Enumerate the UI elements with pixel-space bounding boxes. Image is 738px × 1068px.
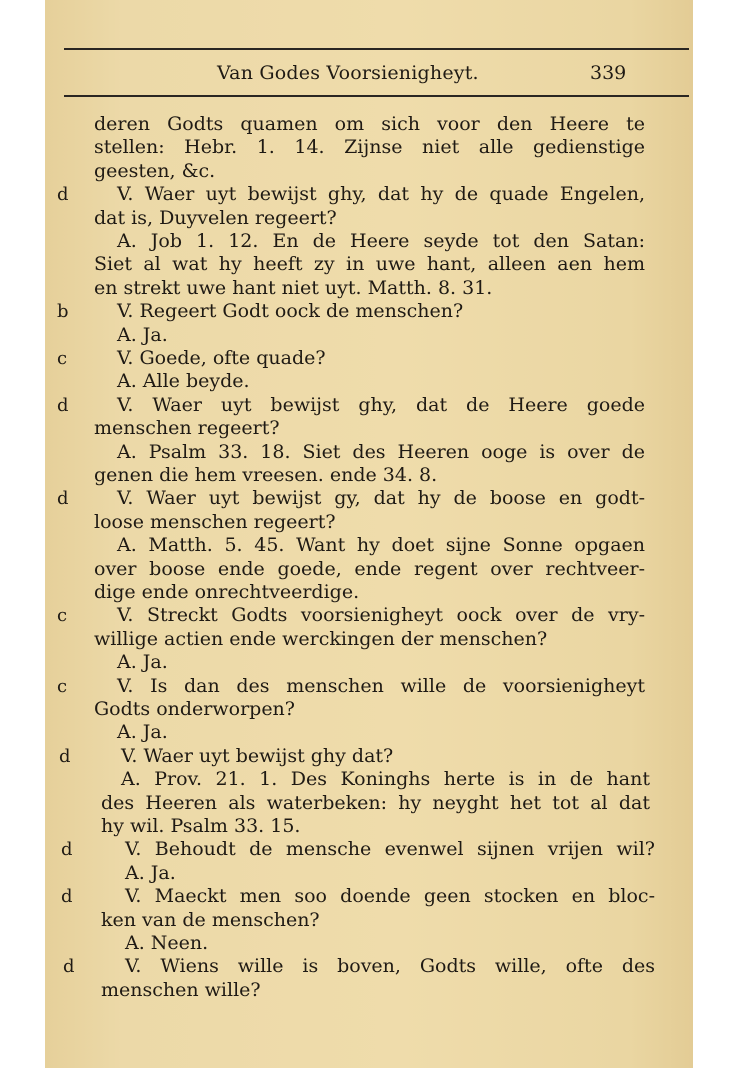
text-line: des Heeren als waterbeken: hy neyght het tot al dat bbox=[101, 791, 650, 814]
text-line: A. Ja. bbox=[117, 721, 168, 744]
text-line: dige ende onrechtveerdige. bbox=[94, 581, 360, 603]
text-line: A. Ja. bbox=[125, 861, 176, 884]
margin-marker: c bbox=[57, 348, 68, 369]
text-line: V. Waer uyt bewijst gy, dat hy de boose en godt- bbox=[117, 487, 645, 510]
header-bottom-rule bbox=[64, 95, 689, 97]
text-line: deren Godts quamen om sich voor den Heere te bbox=[94, 113, 645, 135]
text-line: A. Ja. bbox=[117, 323, 168, 346]
text-line: V. Regeert Godt oock de menschen? bbox=[117, 300, 464, 323]
text-line: over boose ende goede, ende regent over rechtveer- bbox=[94, 557, 645, 580]
text-line: A. Matth. 5. 45. Want hy doet sijne Sonne opgaen bbox=[117, 534, 645, 557]
text-line: ken van de menschen? bbox=[101, 908, 320, 931]
text-line: A. Prov. 21. 1. Des Koninghs herte is in de hant bbox=[121, 768, 650, 791]
text-line: menschen wille? bbox=[101, 978, 261, 1001]
text-line: loose menschen regeert? bbox=[94, 510, 336, 533]
text-line: geesten, &c. bbox=[94, 159, 216, 182]
text-line: V. Goede, ofte quade? bbox=[117, 347, 326, 369]
text-line: A. Ja. bbox=[117, 651, 168, 674]
book-page bbox=[45, 0, 693, 1068]
header-top-rule bbox=[64, 48, 689, 50]
text-line: dat is, Duyvelen regeert? bbox=[94, 206, 337, 229]
text-line: V. Waer uyt bewijst ghy dat? bbox=[121, 744, 394, 767]
text-line: A. Job 1. 12. En de Heere seyde tot den Satan: bbox=[117, 230, 645, 252]
margin-marker: d bbox=[63, 956, 75, 978]
text-line: Siet al wat hy heeft zy in uwe hant, alleen aen hem bbox=[94, 253, 645, 276]
margin-marker: c bbox=[57, 605, 68, 627]
text-line: hy wil. Psalm 33. 15. bbox=[101, 815, 301, 837]
text-line: V. Wiens wille is boven, Godts wille, ofte des bbox=[125, 955, 655, 978]
margin-marker: d bbox=[57, 184, 69, 206]
text-line: Godts onderworpen? bbox=[94, 698, 295, 720]
text-line: en strekt uwe hant niet uyt. Matth. 8. 31. bbox=[94, 276, 493, 299]
text-line: genen die hem vreesen. ende 34. 8. bbox=[94, 464, 438, 486]
margin-marker: d bbox=[61, 886, 73, 908]
text-line: A. Neen. bbox=[125, 932, 209, 954]
text-line: V. Waer uyt bewijst ghy, dat de Heere goede bbox=[117, 393, 645, 416]
text-line: V. Is dan des menschen wille de voorsienigheyt bbox=[117, 674, 645, 697]
margin-marker: b bbox=[57, 301, 69, 323]
text-line: stellen: Hebr. 1. 14. Zijnse niet alle gedienstige bbox=[94, 136, 645, 159]
text-line: A. Psalm 33. 18. Siet des Heeren ooge is over de bbox=[117, 440, 645, 463]
text-line: V. Streckt Godts voorsienigheyt oock over de vry- bbox=[117, 604, 645, 627]
margin-marker: c bbox=[57, 675, 68, 697]
text-line: V. Behoudt de mensche evenwel sijnen vrijen wil? bbox=[125, 838, 655, 861]
margin-marker: d bbox=[61, 839, 73, 861]
text-line: A. Alle beyde. bbox=[117, 370, 250, 393]
text-line: willige actien ende werckingen der menschen? bbox=[94, 627, 548, 650]
margin-marker: d bbox=[57, 488, 69, 510]
running-header-title: Van Godes Voorsienigheyt. bbox=[217, 62, 479, 84]
page-number: 339 bbox=[590, 62, 627, 84]
margin-marker: d bbox=[59, 745, 71, 767]
text-line: V. Waer uyt bewijst ghy, dat hy de quade Engelen, bbox=[117, 183, 645, 206]
text-line: menschen regeert? bbox=[94, 417, 280, 440]
margin-marker: d bbox=[57, 394, 69, 416]
text-line: V. Maeckt men soo doende geen stocken en bloc- bbox=[125, 885, 655, 908]
